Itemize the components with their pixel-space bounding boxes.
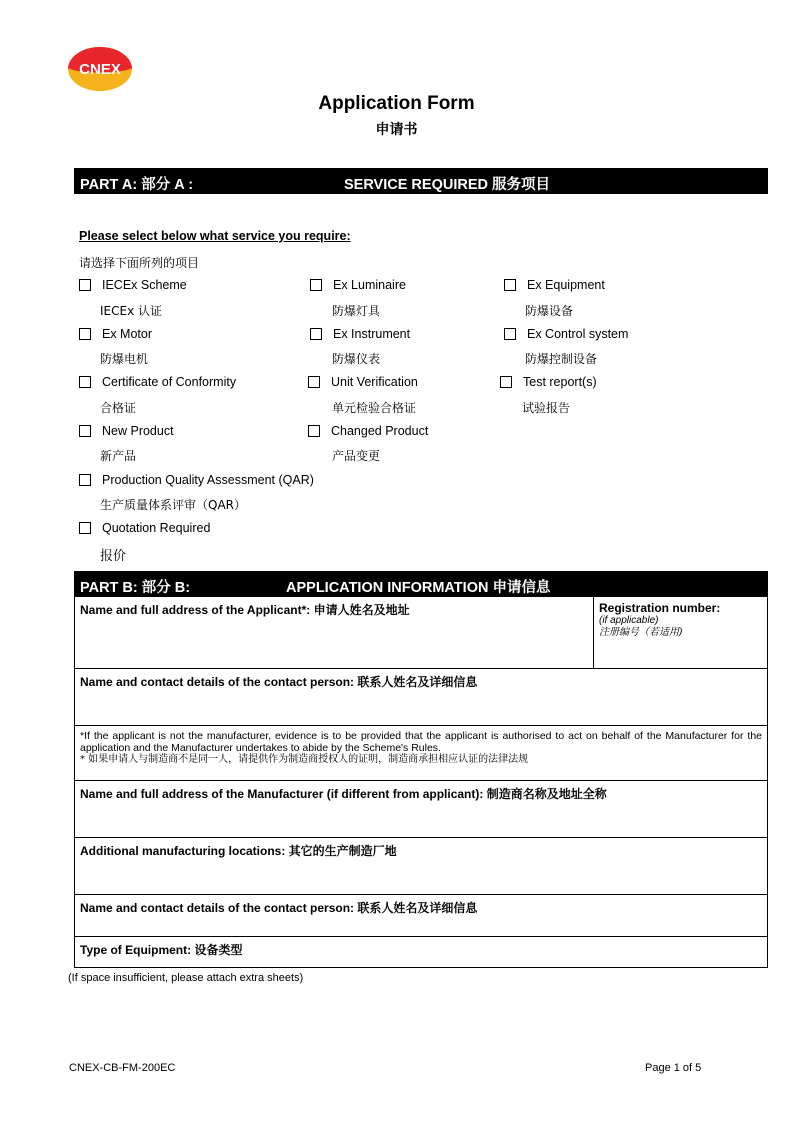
checkbox[interactable] bbox=[79, 328, 91, 340]
option-cn: 报价 bbox=[100, 549, 127, 564]
checkbox[interactable] bbox=[308, 425, 320, 437]
checkbox[interactable] bbox=[504, 279, 516, 291]
checkbox[interactable] bbox=[310, 328, 322, 340]
registration-note: (if applicable) bbox=[599, 615, 659, 626]
option-cn: 防爆仪表 bbox=[332, 352, 381, 366]
option-cn: 试验报告 bbox=[522, 401, 571, 415]
part-a-label: PART A: 部分 A : bbox=[80, 177, 194, 193]
option-cn: IECEx 认证 bbox=[100, 304, 162, 318]
service-intro-cn: 请选择下面所列的项目 bbox=[79, 256, 200, 270]
option-ex-equipment[interactable]: Ex Equipment bbox=[504, 278, 605, 292]
option-ex-luminaire[interactable]: Ex Luminaire bbox=[310, 278, 406, 292]
checkbox[interactable] bbox=[308, 376, 320, 388]
part-a-heading: SERVICE REQUIRED 服务项目 bbox=[344, 177, 550, 193]
applicant-note-cn: * 如果申请人与制造商不是同一人，请提供作为制造商授权人的证明，制造商承担相应认证的法律法规 bbox=[80, 754, 529, 765]
manufacturer-cell[interactable] bbox=[75, 781, 768, 838]
registration-label: Registration number: bbox=[599, 601, 721, 615]
page-number: Page 1 of 5 bbox=[645, 1062, 702, 1074]
checkbox[interactable] bbox=[79, 474, 91, 486]
option-certificate-of-conformity[interactable]: Certificate of Conformity bbox=[79, 375, 236, 389]
option-iecex-scheme[interactable]: IECEx Scheme bbox=[79, 278, 187, 292]
checkbox[interactable] bbox=[504, 328, 516, 340]
contact-label: Name and contact details of the contact person: 联系人姓名及详细信息 bbox=[80, 675, 478, 689]
registration-note-cn: 注册编号（若适用) bbox=[599, 627, 683, 638]
option-changed-product[interactable]: Changed Product bbox=[308, 424, 428, 438]
applicant-cell[interactable] bbox=[75, 597, 594, 669]
checkbox[interactable] bbox=[500, 376, 512, 388]
page-title: Application Form bbox=[318, 93, 475, 114]
space-footnote: (If space insufficient, please attach extra sheets) bbox=[68, 972, 304, 984]
option-ex-control-system[interactable]: Ex Control system bbox=[504, 327, 628, 341]
service-intro: Please select below what service you require: bbox=[79, 229, 351, 243]
applicant-note-cell bbox=[75, 726, 768, 781]
application-info-table bbox=[74, 596, 768, 968]
option-unit-verification[interactable]: Unit Verification bbox=[308, 375, 418, 389]
locations-cell[interactable] bbox=[75, 838, 768, 895]
option-cn: 防爆灯具 bbox=[332, 304, 381, 318]
cnex-logo bbox=[67, 46, 133, 92]
part-a-header bbox=[74, 168, 768, 194]
contact2-label: Name and contact details of the contact person: 联系人姓名及详细信息 bbox=[80, 901, 478, 915]
registration-cell[interactable] bbox=[594, 597, 768, 669]
logo-text: CNEX bbox=[79, 61, 121, 78]
page-subtitle: 申请书 bbox=[375, 122, 418, 138]
contact-cell[interactable] bbox=[75, 669, 768, 726]
option-cn: 产品变更 bbox=[332, 449, 381, 463]
option-new-product[interactable]: New Product bbox=[79, 424, 174, 438]
checkbox[interactable] bbox=[79, 425, 91, 437]
option-cn: 防爆设备 bbox=[525, 304, 574, 318]
option-cn: 单元检验合格证 bbox=[332, 401, 417, 415]
option-cn: 生产质量体系评审（QAR） bbox=[100, 498, 246, 512]
equipment-cell[interactable] bbox=[75, 937, 768, 968]
option-ex-instrument[interactable]: Ex Instrument bbox=[310, 327, 410, 341]
option-cn: 新产品 bbox=[100, 449, 137, 463]
option-cn: 防爆电机 bbox=[100, 352, 149, 366]
option-cn: 防爆控制设备 bbox=[525, 352, 598, 366]
applicant-note: *If the applicant is not the manufacturer, evidence is to be provided that the applicant is authorised to act on behalf of the Manufacturer for the application and the Manufacturer undertakes to abide by the Scheme's Rules. bbox=[80, 730, 762, 754]
checkbox[interactable] bbox=[310, 279, 322, 291]
part-b-heading: APPLICATION INFORMATION 申请信息 bbox=[286, 580, 551, 596]
option-test-reports[interactable]: Test report(s) bbox=[500, 375, 597, 389]
part-b-label: PART B: 部分 B: bbox=[80, 580, 191, 596]
part-b-header bbox=[74, 571, 768, 596]
manufacturer-label: Name and full address of the Manufacturer (if different from applicant): 制造商名称及地址全称 bbox=[80, 787, 607, 801]
applicant-label: Name and full address of the Applicant*: 申请人姓名及地址 bbox=[80, 603, 410, 617]
doc-code: CNEX-CB-FM-200EC bbox=[69, 1062, 176, 1074]
contact2-cell[interactable] bbox=[75, 895, 768, 937]
option-ex-motor[interactable]: Ex Motor bbox=[79, 327, 152, 341]
equipment-label: Type of Equipment: 设备类型 bbox=[80, 943, 243, 957]
checkbox[interactable] bbox=[79, 279, 91, 291]
locations-label: Additional manufacturing locations: 其它的生产制造厂地 bbox=[80, 844, 397, 858]
checkbox[interactable] bbox=[79, 376, 91, 388]
checkbox[interactable] bbox=[79, 522, 91, 534]
option-cn: 合格证 bbox=[100, 401, 137, 415]
option-production-quality-assessment[interactable]: Production Quality Assessment (QAR) bbox=[79, 473, 314, 487]
option-quotation-required[interactable]: Quotation Required bbox=[79, 521, 210, 535]
